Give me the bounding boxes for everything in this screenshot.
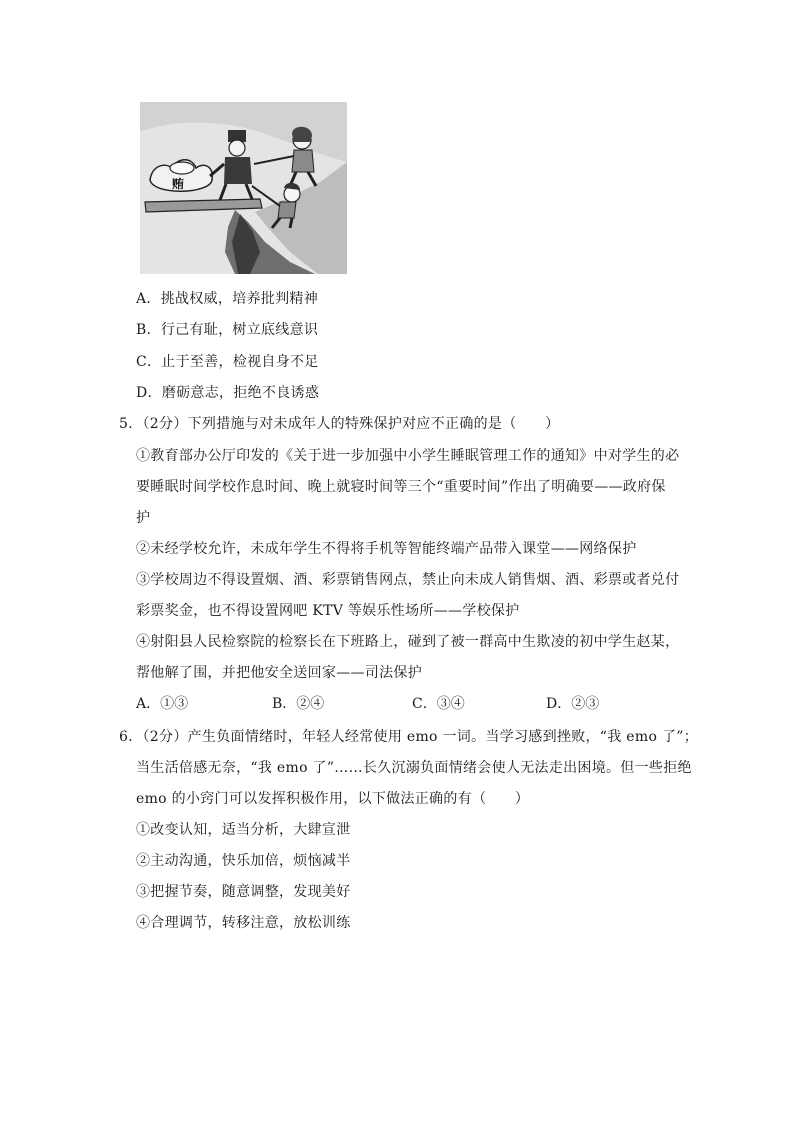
q6-stem-line-3: emo 的小窍门可以发挥积极作用，以下做法正确的有（ ）	[136, 791, 530, 807]
q5-line-3: 护	[136, 510, 151, 526]
q5-line-6: 彩票奖金，也不得设置网吧 KTV 等娱乐性场所——学校保护	[136, 603, 520, 619]
q5-stem: 5．（2分）下列措施与对未成年人的特殊保护对应不正确的是（ ）	[119, 416, 560, 432]
q4-option-d: D．磨砺意志，拒绝不良诱惑	[136, 385, 320, 401]
q4-option-c: C．止于至善，检视自身不足	[136, 354, 319, 370]
q5-option-a: A．①③	[136, 696, 189, 712]
q5-options	[136, 694, 676, 714]
q5-option-b: B．②④	[272, 696, 325, 712]
q6-stem-line-1: 6．（2分）产生负面情绪时，年轻人经常使用 emo 一词。当学习感到挫败，“我 emo 了”；	[119, 729, 699, 745]
q5-line-1: ①教育部办公厅印发的《关于进一步加强中小学生睡眠管理工作的通知》中对学生的必	[136, 448, 680, 464]
ingot-label: 贿	[172, 177, 185, 191]
q5-option-d: D．②③	[546, 696, 600, 712]
q6-item-1: ①改变认知，适当分析，大肆宣泄	[136, 822, 351, 838]
q5-line-7: ④射阳县人民检察院的检察长在下班路上，碰到了被一群高中生欺凌的初中学生赵某，	[136, 634, 680, 650]
bribery-cartoon-illustration	[140, 102, 347, 274]
q5-line-5: ③学校周边不得设置烟、酒、彩票销售网点，禁止向未成人销售烟、酒、彩票或者兑付	[136, 572, 680, 588]
q5-line-2: 要睡眠时间学校作息时间、晚上就寝时间等三个“重要时间”作出了明确要——政府保	[136, 479, 666, 495]
q6-stem-line-2: 当生活倍感无奈，“我 emo 了”……长久沉溺负面情绪会使人无法走出困境。但一些拒绝	[136, 760, 692, 776]
q6-item-3: ③把握节奏，随意调整，发现美好	[136, 884, 351, 900]
q4-option-b: B．行己有耻，树立底线意识	[136, 322, 319, 338]
q5-line-4: ②未经学校允许，未成年学生不得将手机等智能终端产品带入课堂——网络保护	[136, 541, 637, 557]
q6-item-4: ④合理调节，转移注意，放松训练	[136, 915, 351, 931]
q6-item-2: ②主动沟通，快乐加倍，烦恼减半	[136, 853, 351, 869]
q5-option-c: C．③④	[412, 696, 465, 712]
q5-line-8: 帮他解了围，并把他安全送回家——司法保护	[136, 665, 422, 681]
q4-option-a: A．挑战权威，培养批判精神	[136, 291, 319, 307]
